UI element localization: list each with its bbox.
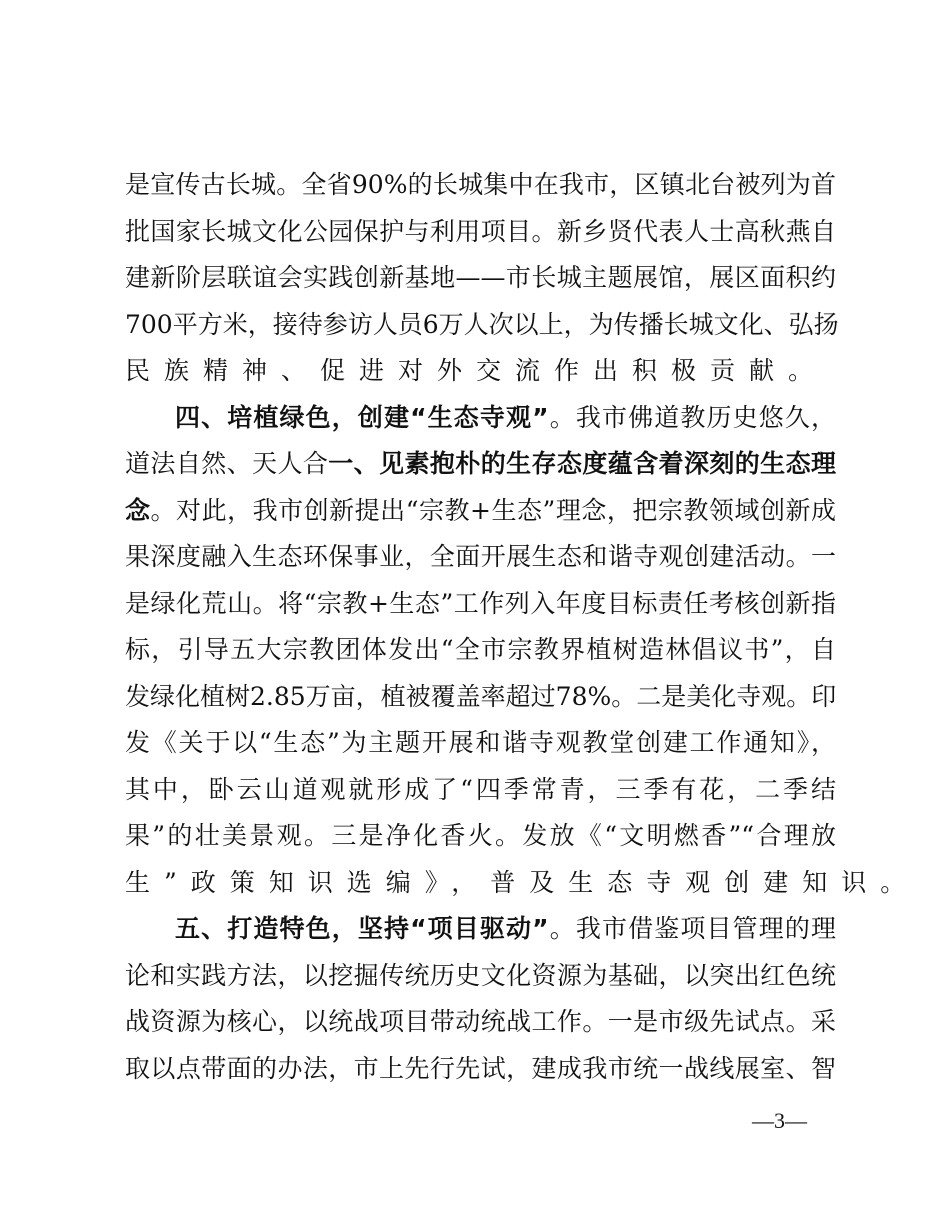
text-line	[125, 953, 836, 1000]
text-line	[125, 767, 836, 814]
body-text: 是宣传古长城。全省90%的长城集中在我市，区镇北台被列为首	[125, 170, 836, 199]
body-text: 是绿化荒山。将“宗教+生态”工作列入年度目标责任考核创新指	[125, 588, 836, 618]
body-text: 建新阶层联谊会实践创新基地——市长城主题展馆，展区面积约	[125, 263, 836, 292]
body-text: 发绿化植树2.85万亩，植被覆盖率超过78%。二是美化寺观。印	[125, 681, 837, 711]
bold-heading-text: 念	[125, 495, 151, 525]
document-body	[125, 162, 920, 1092]
body-text: 标，引导五大宗教团体发出“全市宗教界植树造林倡议书”，自	[125, 635, 836, 664]
text-line	[125, 720, 836, 767]
body-text: 。我市佛道教历史悠久，	[548, 402, 836, 432]
body-text: 发《关于以“生态”为主题开展和谐寺观教堂创建工作通知》，	[125, 728, 836, 757]
paragraph	[125, 395, 920, 907]
body-text: 取以点带面的办法，市上先行先试，建成我市统一战线展室、智	[125, 1053, 836, 1083]
text-line	[125, 860, 920, 907]
text-line	[125, 162, 836, 209]
body-text: 果深度融入生态环保事业，全面开展生态和谐寺观创建活动。一	[125, 542, 836, 571]
text-line	[125, 302, 839, 349]
text-line	[125, 674, 836, 721]
body-text: 其中，卧云山道观就形成了“四季常青，三季有花，二季结	[125, 774, 836, 804]
body-text: 果”的壮美景观。三是净化香火。发放《“文明燃香”“合理放	[125, 821, 836, 850]
paragraph	[125, 906, 836, 1092]
bold-heading-text: 四、培植绿色，创建“生态寺观”	[175, 402, 549, 432]
bold-heading-text: 一、见素抱朴的生存态度蕴含着深刻的生态理	[328, 449, 836, 478]
text-line	[125, 395, 836, 442]
text-line	[125, 209, 836, 256]
body-text: 700平方米，接待参访人员6万人次以上，为传播长城文化、弘扬	[125, 309, 839, 339]
body-text: 。我市借鉴项目管理的理	[548, 914, 836, 943]
text-line	[125, 441, 836, 488]
text-line	[125, 813, 836, 860]
body-text: 批国家长城文化公园保护与利用项目。新乡贤代表人士高秋燕自	[125, 216, 836, 246]
body-text: 道法自然、天人合	[125, 449, 329, 478]
text-line	[125, 906, 836, 953]
body-text: 。对此，我市创新提出“宗教+生态”理念，把宗教领域创新成	[150, 495, 836, 525]
bold-heading-text: 五、打造特色，坚持“项目驱动”	[175, 914, 549, 943]
text-line	[125, 581, 836, 628]
text-line	[125, 348, 836, 395]
body-text: 生”政策知识选编》，普及生态寺观创建知识。	[125, 867, 920, 897]
body-text: 民族精神、促进对外交流作出积极贡献。	[125, 356, 828, 385]
text-line	[125, 255, 836, 302]
text-line	[125, 534, 836, 581]
text-line	[125, 999, 836, 1046]
text-line	[125, 627, 836, 674]
body-text: 论和实践方法，以挖掘传统历史文化资源为基础，以突出红色统	[125, 960, 836, 990]
text-line	[125, 1046, 836, 1093]
body-text: 战资源为核心，以统战项目带动统战工作。一是市级先试点。采	[125, 1007, 836, 1036]
page-number: —3—	[752, 1108, 807, 1133]
paragraph	[125, 162, 839, 395]
text-line	[125, 488, 836, 535]
